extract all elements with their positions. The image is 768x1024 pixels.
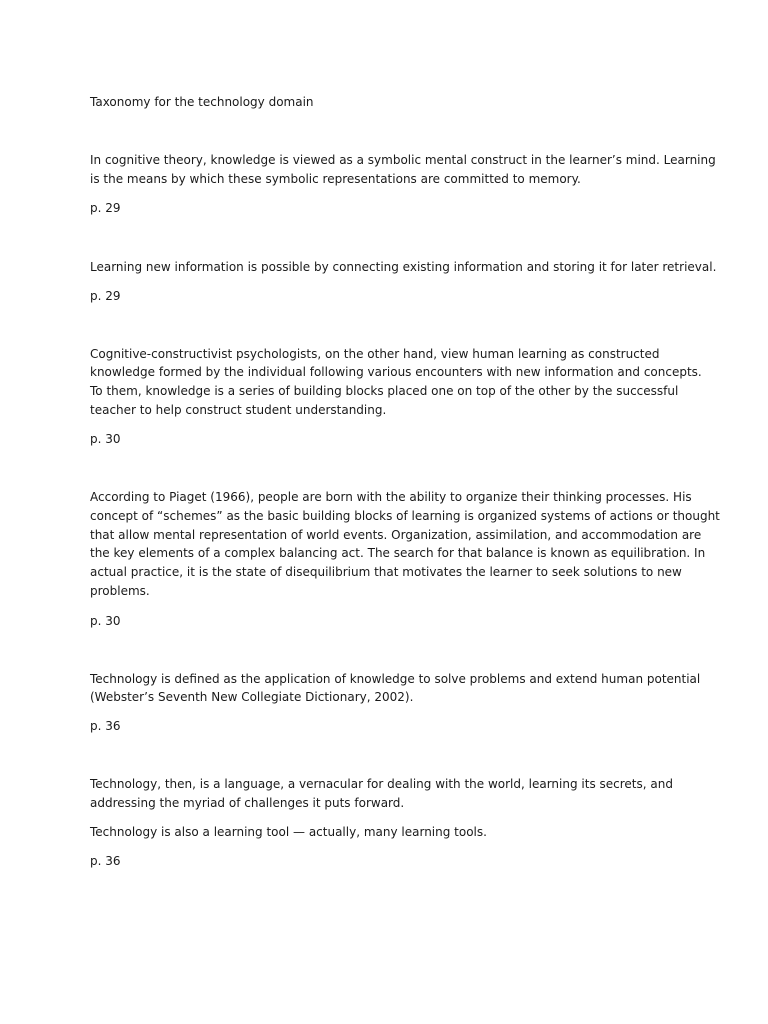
text-line: In cognitive theory, knowledge is viewed as a symbolic mental construct in the learner’s mind. Learning xyxy=(90,153,716,167)
text-line: knowledge formed by the individual following various encounters with new information and concepts. xyxy=(90,365,702,379)
page-reference: p. 30 xyxy=(90,614,121,628)
text-line: problems. xyxy=(90,584,150,598)
text-line: that allow mental representation of world events. Organization, assimilation, and accommodation are xyxy=(90,528,702,542)
text-line: is the means by which these symbolic representations are committed to memory. xyxy=(90,172,581,186)
text-line: Technology, then, is a language, a vernacular for dealing with the world, learning its secrets, and xyxy=(90,777,673,791)
page-reference: p. 30 xyxy=(90,432,121,446)
text-line: Cognitive-constructivist psychologists, on the other hand, view human learning as constructed xyxy=(90,347,660,361)
page-reference: p. 29 xyxy=(90,201,121,215)
text-line: Learning new information is possible by connecting existing information and storing it for later retrieval. xyxy=(90,260,717,274)
text-line: Technology is also a learning tool — actually, many learning tools. xyxy=(90,825,487,839)
text-line: the key elements of a complex balancing act. The search for that balance is known as equilibration. In xyxy=(90,546,706,560)
text-line: According to Piaget (1966), people are born with the ability to organize their thinking processes. His xyxy=(90,490,692,504)
page-reference: p. 29 xyxy=(90,289,121,303)
page-reference: p. 36 xyxy=(90,719,121,733)
page-reference: p. 36 xyxy=(90,854,121,868)
text-line: concept of “schemes” as the basic building blocks of learning is organized systems of actions or thought xyxy=(90,509,720,523)
text-line: teacher to help construct student understanding. xyxy=(90,403,387,417)
text-line: addressing the myriad of challenges it puts forward. xyxy=(90,796,405,810)
text-line: Technology is defined as the application of knowledge to solve problems and extend human potential xyxy=(90,672,701,686)
document-title: Taxonomy for the technology domain xyxy=(90,95,314,109)
text-line: actual practice, it is the state of disequilibrium that motivates the learner to seek solutions to new xyxy=(90,565,682,579)
text-line: (Webster’s Seventh New Collegiate Dictionary, 2002). xyxy=(90,690,414,704)
text-line: To them, knowledge is a series of building blocks placed one on top of the other by the successful xyxy=(90,384,679,398)
